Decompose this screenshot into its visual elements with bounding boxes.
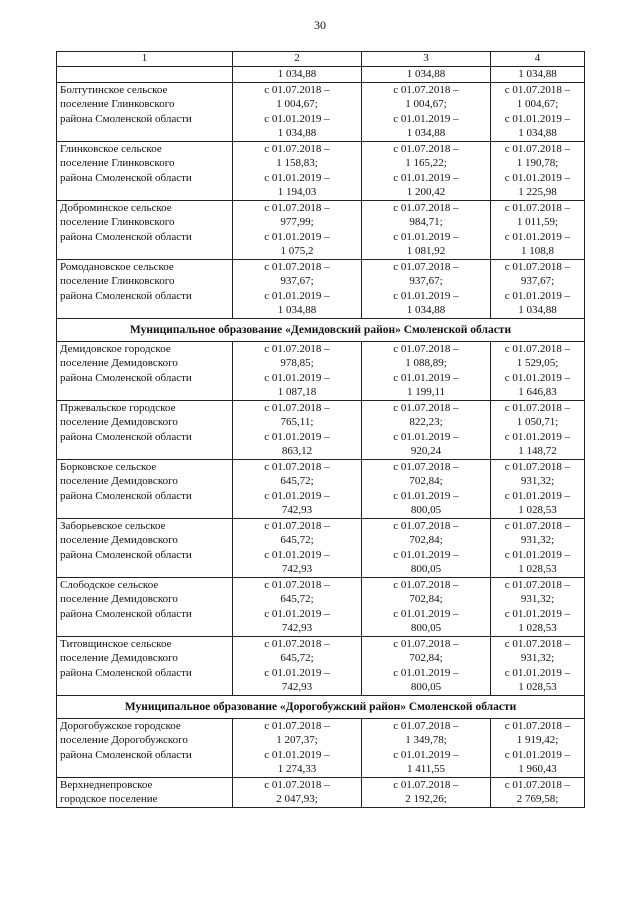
tariff-value-line: с 01.01.2019 – xyxy=(504,607,571,620)
tariff-value-line: с 01.07.2018 – xyxy=(264,519,330,532)
settlement-name-line: поселение Дорогобужского xyxy=(60,734,188,746)
tariff-cell-col2 xyxy=(233,577,362,636)
tariff-cell-col4 xyxy=(491,341,585,400)
table-row xyxy=(57,777,585,807)
tariff-value-line: 1 004,67; xyxy=(516,98,559,110)
tariff-value-line: с 01.07.2018 – xyxy=(264,637,330,650)
settlement-name-line: городское поселение xyxy=(60,793,158,805)
settlement-name-cell xyxy=(57,67,233,83)
tariff-value-line: с 01.01.2019 – xyxy=(504,548,571,561)
tariff-cell-col3 xyxy=(362,400,491,459)
tariff-cell-col4 xyxy=(491,777,585,807)
tariff-cell-col4 xyxy=(491,400,585,459)
tariff-value-line: с 01.07.2018 – xyxy=(393,460,459,473)
tariff-value-line: 1 646,83 xyxy=(518,386,557,398)
tariff-value-line: 1 108,8 xyxy=(521,245,554,257)
tariff-value-line: 2 047,93; xyxy=(276,793,318,805)
tariff-cell-col4 xyxy=(491,459,585,518)
column-header: 1 xyxy=(57,52,233,67)
tariff-value-line: 937,67; xyxy=(520,275,555,287)
tariff-value-line: с 01.07.2018 – xyxy=(504,342,571,355)
tariff-value-line: 1 190,78; xyxy=(516,157,559,169)
tariff-value-line: 2 192,26; xyxy=(405,793,447,805)
tariff-value-line: с 01.07.2018 – xyxy=(504,578,571,591)
tariff-value-line: с 01.01.2019 – xyxy=(504,289,571,302)
tariff-value-line: 1 165,22; xyxy=(405,157,447,169)
section-heading-row xyxy=(57,318,585,341)
tariff-value-line: с 01.01.2019 – xyxy=(504,748,571,761)
tariff-value-line: 1 225,98 xyxy=(518,186,557,198)
tariff-value-line: с 01.01.2019 – xyxy=(393,489,459,502)
tariff-cell-col3 xyxy=(362,200,491,259)
table-row xyxy=(57,259,585,318)
settlement-name-cell xyxy=(57,718,233,777)
table-row xyxy=(57,459,585,518)
tariff-value-line: с 01.07.2018 – xyxy=(264,342,330,355)
tariff-value-line: с 01.07.2018 – xyxy=(504,719,571,732)
settlement-name-cell xyxy=(57,777,233,807)
settlement-name-cell xyxy=(57,577,233,636)
tariff-cell-col4 xyxy=(491,718,585,777)
settlement-name-line: Доброминское сельское xyxy=(60,201,172,214)
tariff-value-line: с 01.07.2018 – xyxy=(504,778,571,791)
tariff-value-line: 1 034,88 xyxy=(406,304,446,316)
tariff-cell-col3 xyxy=(362,518,491,577)
tariff-value-line: с 01.01.2019 – xyxy=(393,171,459,184)
tariff-value-line: 645,72; xyxy=(280,652,314,664)
tariff-value-line: с 01.07.2018 – xyxy=(504,401,571,414)
tariff-cell-col3 xyxy=(362,259,491,318)
tariff-value-line: 1 199,11 xyxy=(406,386,446,398)
table-row xyxy=(57,636,585,695)
tariff-value-line: 1 034,88 xyxy=(518,127,557,139)
column-header: 3 xyxy=(362,52,491,67)
settlement-name-line: района Смоленской области xyxy=(60,666,192,679)
table-row xyxy=(57,400,585,459)
tariff-value-line: с 01.07.2018 – xyxy=(264,260,330,273)
settlement-name-line: района Смоленской области xyxy=(60,371,192,384)
tariff-value-line: с 01.01.2019 – xyxy=(393,289,459,302)
table-row xyxy=(57,200,585,259)
tariff-cell-col3 xyxy=(362,67,491,83)
tariff-value-line: с 01.07.2018 – xyxy=(393,519,459,532)
settlement-name-cell xyxy=(57,259,233,318)
tariff-value-line: с 01.01.2019 – xyxy=(264,171,330,184)
tariff-value-line: с 01.07.2018 – xyxy=(393,260,459,273)
tariff-value-line: 742,93 xyxy=(281,504,313,516)
tariff-value-line: 2 769,58; xyxy=(516,793,559,805)
tariff-value-line: с 01.01.2019 – xyxy=(393,666,459,679)
tariff-value-line: 1 034,88 xyxy=(406,68,446,80)
tariff-value-line: с 01.01.2019 – xyxy=(264,430,330,443)
settlement-name-line: Борковское сельское xyxy=(60,460,157,473)
tariff-value-line: 800,05 xyxy=(410,681,442,693)
tariff-value-line: с 01.01.2019 – xyxy=(393,230,459,243)
tariff-value-line: с 01.07.2018 – xyxy=(393,637,459,650)
section-heading-row xyxy=(57,695,585,718)
tariff-value-line: 765,11; xyxy=(280,416,314,428)
settlement-name-line: Дорогобужское городское xyxy=(60,719,181,732)
settlement-name-line: поселение Глинковского xyxy=(60,157,175,169)
tariff-cell-col2 xyxy=(233,200,362,259)
tariff-value-line: с 01.01.2019 – xyxy=(264,666,330,679)
settlement-name-line: района Смоленской области xyxy=(60,489,192,502)
tariff-value-line: 702,84; xyxy=(409,652,443,664)
table-row xyxy=(57,67,585,83)
tariff-value-line: 800,05 xyxy=(410,563,442,575)
settlement-name-line: поселение Демидовского xyxy=(60,416,178,428)
settlement-name-cell xyxy=(57,636,233,695)
tariff-cell-col4 xyxy=(491,518,585,577)
tariff-value-line: с 01.01.2019 – xyxy=(264,748,330,761)
tariff-value-line: 1 200,42 xyxy=(406,186,446,198)
tariff-value-line: с 01.01.2019 – xyxy=(264,489,330,502)
settlement-name-line: поселение Демидовского xyxy=(60,593,178,605)
tariff-cell-col3 xyxy=(362,636,491,695)
tariff-value-line: 1 034,88 xyxy=(277,304,317,316)
tariff-cell-col2 xyxy=(233,82,362,141)
tariff-value-line: с 01.07.2018 – xyxy=(504,201,571,214)
tariff-value-line: 1 529,05; xyxy=(516,357,559,369)
tariff-value-line: с 01.07.2018 – xyxy=(504,519,571,532)
tariff-value-line: с 01.01.2019 – xyxy=(393,607,459,620)
tariff-value-line: 800,05 xyxy=(410,622,442,634)
tariff-value-line: с 01.01.2019 – xyxy=(264,289,330,302)
settlement-name-line: поселение Демидовского xyxy=(60,357,178,369)
table-row xyxy=(57,141,585,200)
settlement-name-cell xyxy=(57,459,233,518)
tariff-value-line: 1 207,37; xyxy=(276,734,318,746)
tariff-cell-col2 xyxy=(233,518,362,577)
tariff-value-line: 1 158,83; xyxy=(276,157,318,169)
tariff-value-line: 645,72; xyxy=(280,534,314,546)
settlement-name-line: поселение Глинковского xyxy=(60,98,175,110)
tariff-value-line: с 01.07.2018 – xyxy=(393,201,459,214)
settlement-name-line: Верхнеднепровское xyxy=(60,778,153,791)
tariff-value-line: 1 004,67; xyxy=(405,98,447,110)
tariff-value-line: с 01.07.2018 – xyxy=(393,578,459,591)
tariff-cell-col4 xyxy=(491,259,585,318)
tariff-value-line: с 01.07.2018 – xyxy=(504,460,571,473)
tariff-value-line: с 01.01.2019 – xyxy=(504,112,571,125)
settlement-name-line: поселение Демидовского xyxy=(60,652,178,664)
settlement-name-cell xyxy=(57,400,233,459)
tariff-value-line: 931,32; xyxy=(520,534,555,546)
tariff-cell-col4 xyxy=(491,67,585,83)
tariff-value-line: 1 148,72 xyxy=(518,445,557,457)
settlement-name-line: района Смоленской области xyxy=(60,112,192,125)
column-header: 2 xyxy=(233,52,362,67)
tariff-value-line: с 01.01.2019 – xyxy=(504,230,571,243)
tariff-value-line: с 01.07.2018 – xyxy=(264,778,330,791)
tariff-value-line: с 01.01.2019 – xyxy=(504,171,571,184)
tariff-cell-col4 xyxy=(491,636,585,695)
settlement-name-line: района Смоленской области xyxy=(60,548,192,561)
tariff-value-line: с 01.01.2019 – xyxy=(393,430,459,443)
tariff-cell-col4 xyxy=(491,141,585,200)
tariff-cell-col2 xyxy=(233,67,362,83)
settlement-name-line: района Смоленской области xyxy=(60,607,192,620)
tariff-value-line: 1 075,2 xyxy=(280,245,314,257)
tariff-value-line: 645,72; xyxy=(280,593,314,605)
section-title: Муниципальное образование «Демидовский район» Смоленской области xyxy=(57,318,585,341)
tariff-value-line: 1 004,67; xyxy=(276,98,318,110)
tariff-value-line: с 01.07.2018 – xyxy=(504,637,571,650)
table-row xyxy=(57,577,585,636)
tariff-value-line: с 01.01.2019 – xyxy=(264,607,330,620)
tariff-value-line: с 01.07.2018 – xyxy=(264,719,330,732)
settlement-name-line: района Смоленской области xyxy=(60,748,192,761)
tariff-cell-col4 xyxy=(491,200,585,259)
table-row xyxy=(57,718,585,777)
tariff-value-line: 937,67; xyxy=(409,275,443,287)
table-row xyxy=(57,82,585,141)
tariff-value-line: 1 034,88 xyxy=(518,68,557,80)
tariff-cell-col2 xyxy=(233,259,362,318)
tariff-cell-col2 xyxy=(233,459,362,518)
tariff-value-line: с 01.01.2019 – xyxy=(393,548,459,561)
tariff-cell-col3 xyxy=(362,82,491,141)
settlement-name-line: поселение Демидовского xyxy=(60,475,178,487)
tariff-value-line: с 01.07.2018 – xyxy=(264,578,330,591)
tariff-value-line: с 01.01.2019 – xyxy=(393,371,459,384)
tariff-value-line: с 01.07.2018 – xyxy=(504,142,571,155)
tariff-cell-col4 xyxy=(491,577,585,636)
tariff-value-line: 1 028,53 xyxy=(518,681,557,693)
tariff-value-line: 1 028,53 xyxy=(518,563,557,575)
settlement-name-line: Демидовское городское xyxy=(60,342,171,355)
settlement-name-line: Глинковское сельское xyxy=(60,142,162,155)
tariff-value-line: 1 050,71; xyxy=(516,416,559,428)
tariff-value-line: 1 349,78; xyxy=(405,734,447,746)
tariff-value-line: с 01.01.2019 – xyxy=(264,230,330,243)
table-header-row xyxy=(57,52,585,67)
tariff-value-line: 978,85; xyxy=(280,357,314,369)
tariff-value-line: с 01.07.2018 – xyxy=(264,142,330,155)
tariff-value-line: 1 194,03 xyxy=(277,186,317,198)
settlement-name-line: поселение Демидовского xyxy=(60,534,178,546)
tariff-value-line: с 01.07.2018 – xyxy=(504,83,571,96)
tariff-value-line: с 01.01.2019 – xyxy=(264,112,330,125)
table-row xyxy=(57,518,585,577)
tariff-cell-col3 xyxy=(362,459,491,518)
tariff-value-line: 822,23; xyxy=(409,416,443,428)
settlement-name-line: района Смоленской области xyxy=(60,430,192,443)
settlement-name-line: района Смоленской области xyxy=(60,230,192,243)
settlement-name-cell xyxy=(57,82,233,141)
tariff-value-line: 800,05 xyxy=(410,504,442,516)
settlement-name-cell xyxy=(57,200,233,259)
tariff-cell-col4 xyxy=(491,82,585,141)
page-number: 30 xyxy=(314,18,326,32)
settlement-name-line: Болтутинское сельское xyxy=(60,83,168,96)
tariff-cell-col3 xyxy=(362,777,491,807)
tariff-value-line: с 01.01.2019 – xyxy=(264,371,330,384)
settlement-name-line: Заборьевское сельское xyxy=(60,519,166,532)
settlement-name-line: Титовщинское сельское xyxy=(60,637,172,650)
tariff-value-line: с 01.07.2018 – xyxy=(393,142,459,155)
tariff-value-line: 984,71; xyxy=(409,216,443,228)
settlement-name-line: района Смоленской области xyxy=(60,171,192,184)
tariff-value-line: 1 028,53 xyxy=(518,504,557,516)
tariff-cell-col2 xyxy=(233,636,362,695)
tariff-value-line: с 01.01.2019 – xyxy=(504,371,571,384)
tariff-value-line: 645,72; xyxy=(280,475,314,487)
tariff-value-line: 1 028,53 xyxy=(518,622,557,634)
tariff-value-line: с 01.07.2018 – xyxy=(393,778,459,791)
section-title: Муниципальное образование «Дорогобужский район» Смоленской области xyxy=(57,695,585,718)
settlement-name-cell xyxy=(57,341,233,400)
tariff-value-line: с 01.01.2019 – xyxy=(504,489,571,502)
tariff-value-line: 1 034,88 xyxy=(518,304,557,316)
settlement-name-cell xyxy=(57,518,233,577)
settlement-name-line: Ромодановское сельское xyxy=(60,260,174,273)
tariff-cell-col3 xyxy=(362,341,491,400)
tariff-value-line: 920,24 xyxy=(410,445,442,457)
tariff-cell-col2 xyxy=(233,777,362,807)
tariff-value-line: с 01.07.2018 – xyxy=(393,401,459,414)
tariff-value-line: с 01.07.2018 – xyxy=(264,201,330,214)
settlement-name-line: района Смоленской области xyxy=(60,289,192,302)
tariff-value-line: с 01.07.2018 – xyxy=(264,401,330,414)
settlement-name-line: поселение Глинковского xyxy=(60,275,175,287)
tariff-cell-col3 xyxy=(362,577,491,636)
tariff-value-line: с 01.01.2019 – xyxy=(264,548,330,561)
tariff-value-line: с 01.01.2019 – xyxy=(504,430,571,443)
tariff-value-line: 931,32; xyxy=(520,475,555,487)
settlement-name-cell xyxy=(57,141,233,200)
tariff-value-line: 742,93 xyxy=(281,622,313,634)
tariff-value-line: с 01.01.2019 – xyxy=(504,666,571,679)
tariff-value-line: с 01.01.2019 – xyxy=(393,112,459,125)
tariff-value-line: с 01.07.2018 – xyxy=(264,83,330,96)
tariff-value-line: 1 081,92 xyxy=(406,245,446,257)
tariff-cell-col3 xyxy=(362,141,491,200)
settlement-name-line: Пржевальское городское xyxy=(60,401,176,414)
tariff-value-line: с 01.07.2018 – xyxy=(393,719,459,732)
tariff-table xyxy=(56,51,585,808)
settlement-name-line: Слободское сельское xyxy=(60,578,159,591)
tariff-value-line: 1 011,59; xyxy=(516,216,559,228)
tariff-value-line: 702,84; xyxy=(409,534,443,546)
tariff-cell-col3 xyxy=(362,718,491,777)
tariff-value-line: 937,67; xyxy=(280,275,314,287)
tariff-value-line: 1 087,18 xyxy=(277,386,317,398)
tariff-value-line: с 01.01.2019 – xyxy=(393,748,459,761)
tariff-value-line: 1 274,33 xyxy=(277,763,317,775)
tariff-value-line: 742,93 xyxy=(281,563,313,575)
column-header: 4 xyxy=(491,52,585,67)
tariff-cell-col2 xyxy=(233,341,362,400)
tariff-value-line: 977,99; xyxy=(280,216,314,228)
tariff-value-line: 1 960,43 xyxy=(518,763,557,775)
tariff-value-line: 742,93 xyxy=(281,681,313,693)
tariff-value-line: 931,32; xyxy=(520,593,555,605)
tariff-cell-col2 xyxy=(233,400,362,459)
tariff-value-line: 702,84; xyxy=(409,475,443,487)
tariff-value-line: 1 034,88 xyxy=(277,68,317,80)
table-row xyxy=(57,341,585,400)
tariff-cell-col2 xyxy=(233,718,362,777)
tariff-value-line: 863,12 xyxy=(281,445,313,457)
tariff-value-line: 1 088,89; xyxy=(405,357,447,369)
tariff-value-line: 1 034,88 xyxy=(277,127,317,139)
tariff-value-line: 931,32; xyxy=(520,652,555,664)
tariff-cell-col2 xyxy=(233,141,362,200)
tariff-value-line: с 01.07.2018 – xyxy=(393,83,459,96)
tariff-value-line: 1 919,42; xyxy=(516,734,559,746)
tariff-value-line: 1 034,88 xyxy=(406,127,446,139)
tariff-value-line: с 01.07.2018 – xyxy=(393,342,459,355)
tariff-value-line: 702,84; xyxy=(409,593,443,605)
tariff-value-line: с 01.07.2018 – xyxy=(264,460,330,473)
tariff-value-line: 1 411,55 xyxy=(406,763,446,775)
settlement-name-line: поселение Глинковского xyxy=(60,216,175,228)
tariff-value-line: с 01.07.2018 – xyxy=(504,260,571,273)
